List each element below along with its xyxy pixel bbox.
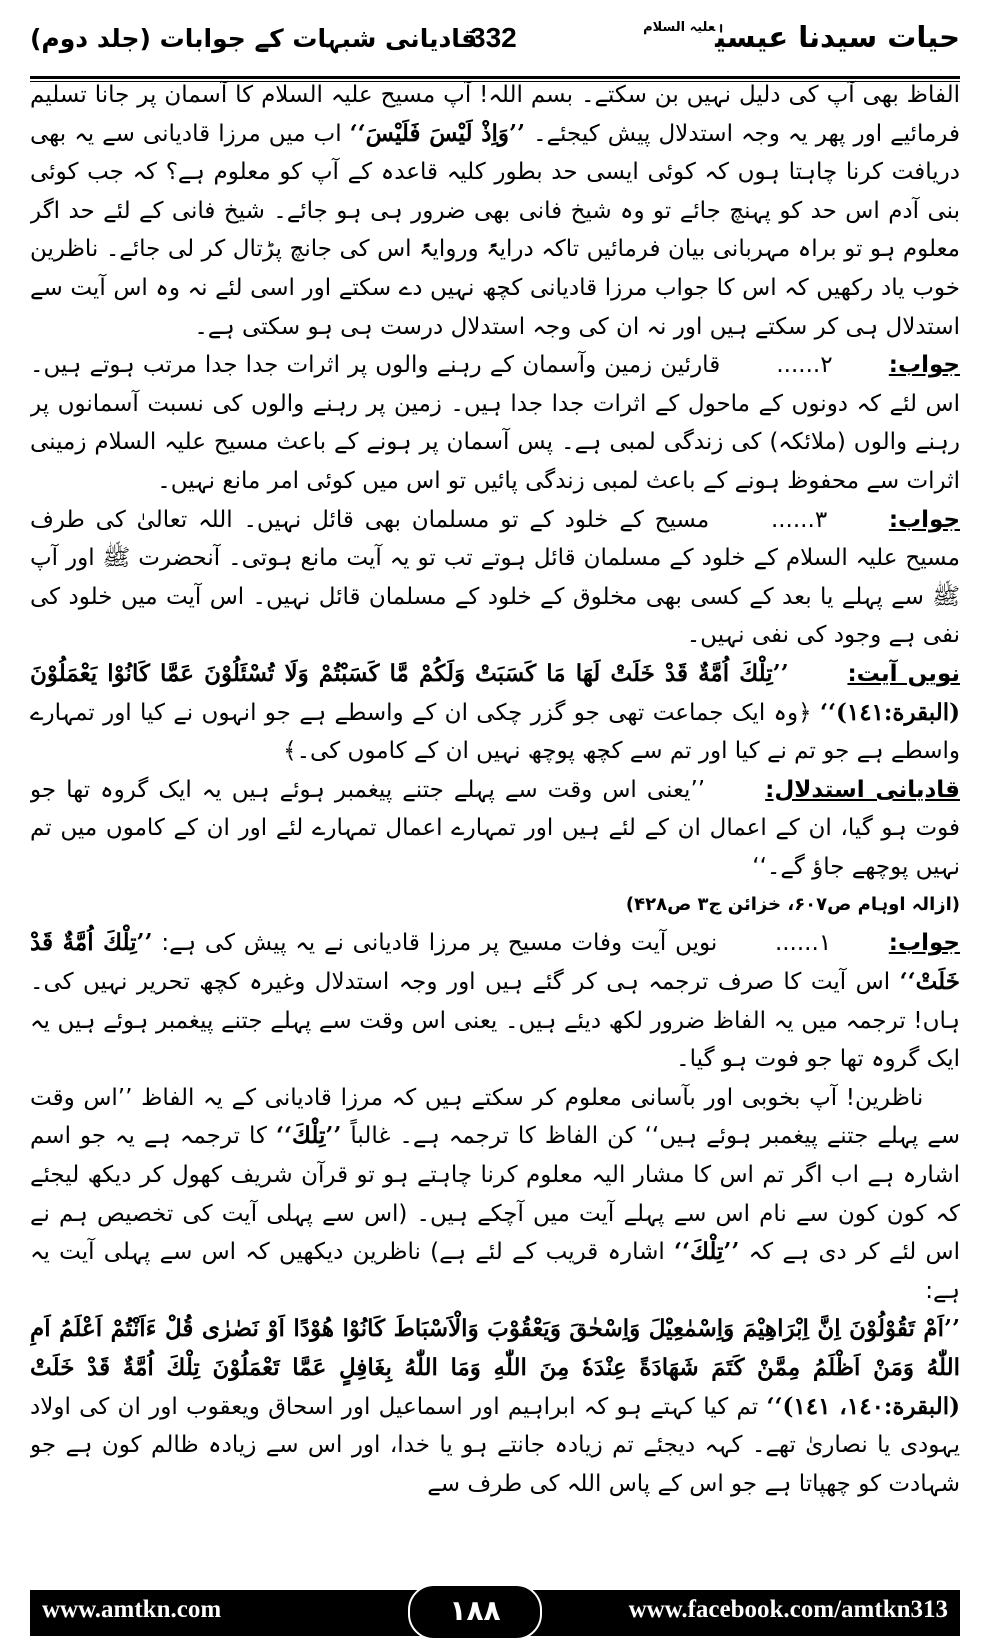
- volume-subtitle: قادیانی شبہات کے جوابات (جلد دوم): [30, 24, 478, 53]
- arabic-quote: ’’وَاِذْ لَیْسَ فَلَیْسَ‘‘: [349, 119, 526, 147]
- arabic-verse: ’’اَمْ تَقُوْلُوْنَ اِنَّ اِبْرَاهِيْمَ وَاِسْمٰعِيْلَ وَاِسْحٰقَ وَيَعْقُوْبَ وَالْاَسْبَاطَ كَانُوْا هُوْدًا اَوْ نَصٰرٰى قُلْ ءَاَنْتُمْ اَعْلَمُ اَمِ اللّٰهُ وَمَنْ اَظْلَمُ مِمَّنْ كَتَمَ شَهَادَةً عِنْدَهٗ مِنَ اللّٰهِ وَمَا اللّٰهُ بِغَافِلٍ عَمَّا تَعْمَلُوْنَ تِلْكَ اُمَّةٌ قَدْ خَلَتْ (البقرة:١٤٠، ١٤١)‘‘: [30, 1315, 960, 1420]
- arabic-word: ’’تِلْكَ‘‘: [275, 1122, 342, 1150]
- website-link[interactable]: www.amtkn.com: [42, 1596, 222, 1623]
- qadiani-argument: [30, 771, 960, 887]
- page: [30, 0, 960, 1650]
- arabic-quote: ’’تِلْكَ اُمَّةٌ قَدْ خَلَتْ‘‘: [30, 929, 960, 996]
- text-run: اب میں مرزا قادیانی سے یہ بھی دریافت کرنا چاہتا ہوں کہ کوئی ایسی حد بطور کلیہ قاعدہ کے آپ کو معلوم ہے؟ کہ جب کوئی بنی آدم اس حد کو پہنچ جائے تو وہ شیخ فانی بھی ضرور ہی ہو جائے۔ شیخ فانی کے لئے حد اگر معلوم ہو تو براہ مہربانی بیان فرمائیں تاکہ درایۃً وروایۃً اس کی جانچ پڑتال کر لی جائے۔ ناظرین خوب یاد رکھیں کہ اس کا جواب مرزا قادیانی کچھ نہیں دے سکتے اور اسی لئے نہ وہ اس آیت سے استدلال ہی کر سکتے ہیں اور نہ ان کی وجہ استدلال درست ہی ہو سکتی ہے۔: [30, 120, 960, 340]
- text-run: اشارہ قریب کے لئے ہے) ناظرین دیکھیں کہ اس سے پہلی آیت یہ ہے:: [30, 1239, 960, 1304]
- paragraph: [30, 76, 960, 346]
- text-run: ’’یعنی اس وقت سے پہلے جتنے پیغمبر ہوئے ہیں یہ ایک گروہ تھا جو فوت ہو گیا، ان کے اعمال ان کے لئے ہیں اور تمہارے اعمال تمہارے لئے اور ان کے کاموں میں تم نہیں پوچھے جاؤ گے۔‘‘: [30, 776, 960, 880]
- page-badge: ۱۸۸: [408, 1584, 542, 1640]
- text-run: تم کیا کہتے ہو کہ ابراہیم اور اسماعیل اور اسحاق ویعقوب اور ان کی اولاد یہودی یا نصاریٰ تھے۔ کہہ دیجئے تم زیادہ جانتے ہو یا خدا، اور اس سے زیادہ ظالم کون ہے جو شہادت کو چھپاتا ہے جو اس کے پاس اللہ کی طرف سے: [30, 1393, 960, 1497]
- verse-translation: ﴿وہ ایک جماعت تھی جو گزر چکی ان کے واسطے ہے جو انہوں نے کیا اور تمہارے واسطے ہے جو تم نے کیا اور تم سے کچھ پوچھ نہیں ان کے کاموں کی۔﴾: [30, 699, 960, 765]
- verse-label: نویں آیت:: [847, 660, 960, 687]
- answer-label: جواب:: [888, 352, 960, 379]
- answer-number: ۳......: [770, 506, 828, 533]
- text-run: ناظرین! آپ بخوبی اور بآسانی معلوم کر سکتے ہیں کہ مرزا قادیانی کے یہ الفاظ ’’اس وقت سے پہلے جتنے پیغمبر ہوئے ہیں‘‘ کن الفاظ کا ترجمہ ہے۔ غالباً: [30, 1084, 960, 1150]
- text-run: نویں آیت وفات مسیح پر مرزا قادیانی نے یہ پیش کی ہے:: [161, 930, 718, 957]
- answer-number: ۲......: [776, 352, 833, 379]
- answer-label: جواب:: [888, 506, 960, 533]
- paragraph: [30, 1079, 960, 1311]
- answer-1: [30, 924, 960, 1078]
- argument-label: قادیانی استدلال:: [765, 776, 960, 803]
- honorific-symbol: علیہ السلام: [643, 20, 716, 35]
- page-footer: [30, 1590, 960, 1636]
- facebook-link[interactable]: www.facebook.com/amtkn313: [628, 1596, 948, 1623]
- page-header: [30, 18, 960, 70]
- answer-3: [30, 501, 960, 655]
- page-number: 332: [470, 22, 517, 53]
- answer-2: [30, 346, 960, 500]
- verse-9: [30, 655, 960, 771]
- book-title-text: حیات سیدنا عیسیٰ: [715, 20, 960, 54]
- text-run: مسیح کے خلود کے تو مسلمان بھی قائل نہیں۔ اللہ تعالیٰ کی طرف مسیح علیہ السلام کے خلود کے مسلمان قائل ہوتے تب تو یہ آیت مانع ہوتی۔ آنحضرت ﷺ اور آپ ﷺ سے پہلے یا بعد کے کسی بھی مخلوق کے خلود کے مسلمان قائل نہیں۔ اس آیت میں خلود کی نفی ہے وجود کی نفی نہیں۔: [30, 506, 960, 649]
- text-run: قارئین زمین وآسمان کے رہنے والوں پر اثرات جدا جدا مرتب ہوتے ہیں۔ اس لئے کہ دونوں کے ماحول کے اثرات جدا جدا ہیں۔ زمین پر رہنے والوں کی نسبت آسمانوں پر رہنے والوں (ملائکہ) کی زندگی لمبی ہے۔ پس آسمان پر ہونے کے باعث مسیح علیہ السلام زمینی اثرات سے محفوظ ہونے کے باعث لمبی زندگی پائیں تو اس میں کوئی امر مانع نہیں۔: [30, 352, 960, 494]
- arabic-word: ’’تِلْكَ‘‘: [674, 1238, 740, 1266]
- text-run: اس آیت کا صرف ترجمہ ہی کر گئے ہیں اور وجہ استدلال وغیرہ کچھ تحریر نہیں کی۔ ہاں! ترجمہ میں یہ الفاظ ضرور لکھ دیئے ہیں۔ یعنی اس وقت سے پہلے جتنے پیغمبر ہوئے ہیں یہ ایک گروہ تھا جو فوت ہو گیا۔: [30, 969, 960, 1073]
- arabic-block: [30, 1310, 960, 1503]
- body-text: [30, 76, 960, 1576]
- answer-label: جواب:: [888, 930, 960, 957]
- arabic-verse: ’’تِلْكَ اُمَّةٌ قَدْ خَلَتْ لَهَا مَا كَسَبَتْ وَلَكُمْ مَّا كَسَبْتُمْ وَلَا تُسْئَلُوْنَ عَمَّا كَانُوْا يَعْمَلُوْنَ (البقرة:١٤١)‘‘: [30, 659, 960, 726]
- citation: (ازالہ اوہام ص۶۰۷، خزائن ج۳ ص۴۲۸): [625, 894, 960, 916]
- text-run: الفاظ بھی آپ کی دلیل نہیں بن سکتے۔ بسم اللہ! آپ مسیح علیہ السلام کا آسمان پر جانا تسلیم فرمائیے اور پھر یہ وجہ استدلال پیش کیجئے۔: [30, 82, 960, 147]
- answer-number: ۱......: [774, 930, 832, 957]
- book-title: [643, 20, 960, 54]
- text-run: کا ترجمہ ہے یہ جو اسم اشارہ ہے اب اگر تم اس کا مشار الیہ معلوم کرنا چاہتے ہو تو قرآن شریف کھول کر دیکھ لیجئے کہ کون کون سے نام اس سے پہلے آیت میں آچکے ہیں۔ (اس سے پہلی آیت کی تخصیص ہم نے اس لئے کر دی ہے کہ: [30, 1123, 960, 1266]
